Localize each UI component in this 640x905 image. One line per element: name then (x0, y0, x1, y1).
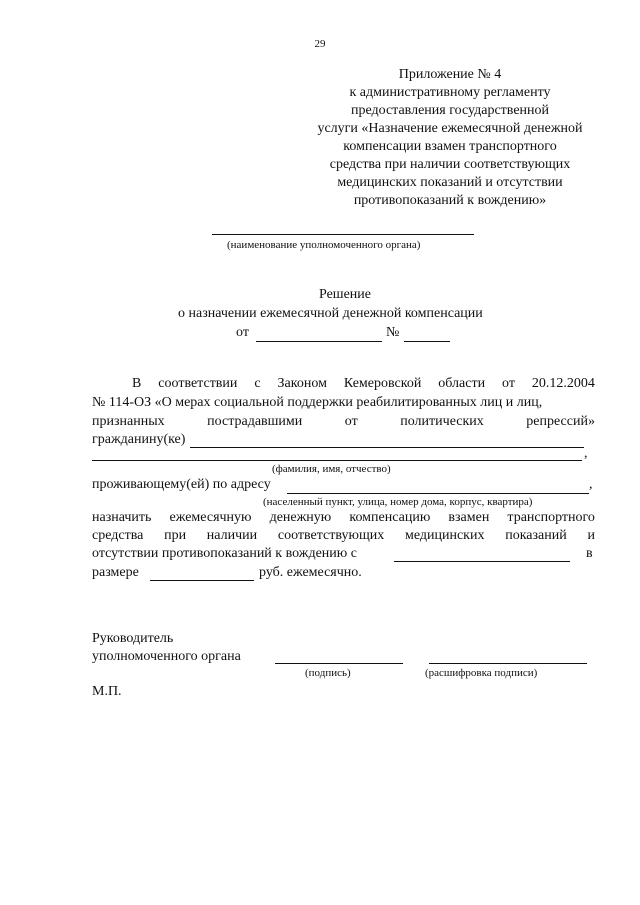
sign-caption: (подпись) (305, 667, 351, 679)
appendix-line: средства при наличии соответствующих (329, 157, 571, 172)
appendix-line: предоставления государственной (350, 103, 550, 118)
signature-decode-line[interactable] (429, 663, 587, 664)
word: транспортного (507, 510, 595, 525)
page-number: 29 (314, 38, 326, 50)
word: от (502, 376, 515, 391)
amount-suffix: руб. ежемесячно. (259, 565, 362, 580)
start-date-line[interactable] (394, 561, 570, 562)
appendix-line: услуги «Назначение ежемесячной денежной (317, 121, 583, 136)
decision-subtitle: о назначении ежемесячной денежной компенсации (178, 306, 483, 321)
appendix-line: противопоказаний к вождению» (353, 193, 547, 208)
word: и (587, 528, 595, 543)
amount-line[interactable] (150, 580, 254, 581)
word: средства (92, 528, 144, 543)
word: Законом (277, 376, 327, 391)
decision-date-prefix: от (236, 325, 249, 340)
word: назначить (92, 510, 152, 525)
word: показаний (505, 528, 567, 543)
decode-caption: (расшифровка подписи) (425, 667, 538, 679)
assign-line-3-suffix: в (586, 546, 593, 561)
assign-line-3-prefix: отсутствии противопоказаний к вождению с (92, 546, 357, 561)
address-label: проживающему(ей) по адресу (92, 477, 271, 492)
body-line-2: № 114-ОЗ «О мерах социальной поддержки реабилитированных лиц и лиц, (92, 395, 543, 410)
citizen-label: гражданину(ке) (92, 432, 186, 447)
word: признанных (92, 414, 165, 429)
word: области (438, 376, 486, 391)
body-line-1 (132, 376, 595, 392)
comma: , (589, 477, 593, 492)
comma: , (584, 446, 588, 461)
head-line-2: уполномоченного органа (92, 649, 241, 664)
word: с (254, 376, 261, 391)
word: от (344, 414, 358, 429)
word: компенсацию (349, 510, 431, 525)
authority-name-line[interactable] (212, 234, 474, 235)
appendix-line: к административному регламенту (349, 85, 551, 100)
appendix-line: компенсации взамен транспортного (343, 139, 557, 154)
appendix-line: Приложение № 4 (398, 67, 502, 82)
amount-prefix: размере (92, 565, 139, 580)
address-line[interactable] (287, 493, 589, 494)
stamp-mark: М.П. (92, 684, 122, 699)
body-line-3 (92, 414, 595, 430)
appendix-header (300, 66, 600, 210)
word: пострадавшими (207, 414, 303, 429)
appendix-line: медицинских показаний и отсутствии (337, 175, 563, 190)
decision-number-line[interactable] (404, 341, 450, 342)
word: политических (400, 414, 484, 429)
address-caption: (населенный пункт, улица, номер дома, корпус, квартира) (263, 496, 533, 508)
word: при (164, 528, 187, 543)
word: денежную (269, 510, 332, 525)
decision-number-sign: № (386, 325, 400, 340)
citizen-name-line-2[interactable] (92, 460, 582, 461)
fio-caption: (фамилия, имя, отчество) (272, 463, 391, 475)
word: Кемеровской (343, 376, 422, 391)
word: В (132, 376, 142, 391)
assign-line-1 (92, 510, 595, 526)
decision-date-line[interactable] (256, 341, 382, 342)
word: взамен (448, 510, 490, 525)
decision-title: Решение (318, 287, 371, 302)
citizen-name-line[interactable] (190, 447, 584, 448)
word: соответствующих (277, 528, 385, 543)
head-line-1: Руководитель (92, 631, 174, 646)
word: медицинских (404, 528, 485, 543)
word: наличии (206, 528, 258, 543)
word: репрессий» (526, 414, 595, 429)
word: ежемесячную (169, 510, 252, 525)
word: соответствии (158, 376, 238, 391)
word: 20.12.2004 (531, 376, 595, 391)
assign-line-2 (92, 528, 595, 544)
signature-line[interactable] (275, 663, 403, 664)
authority-caption: (наименование уполномоченного органа) (227, 239, 421, 251)
